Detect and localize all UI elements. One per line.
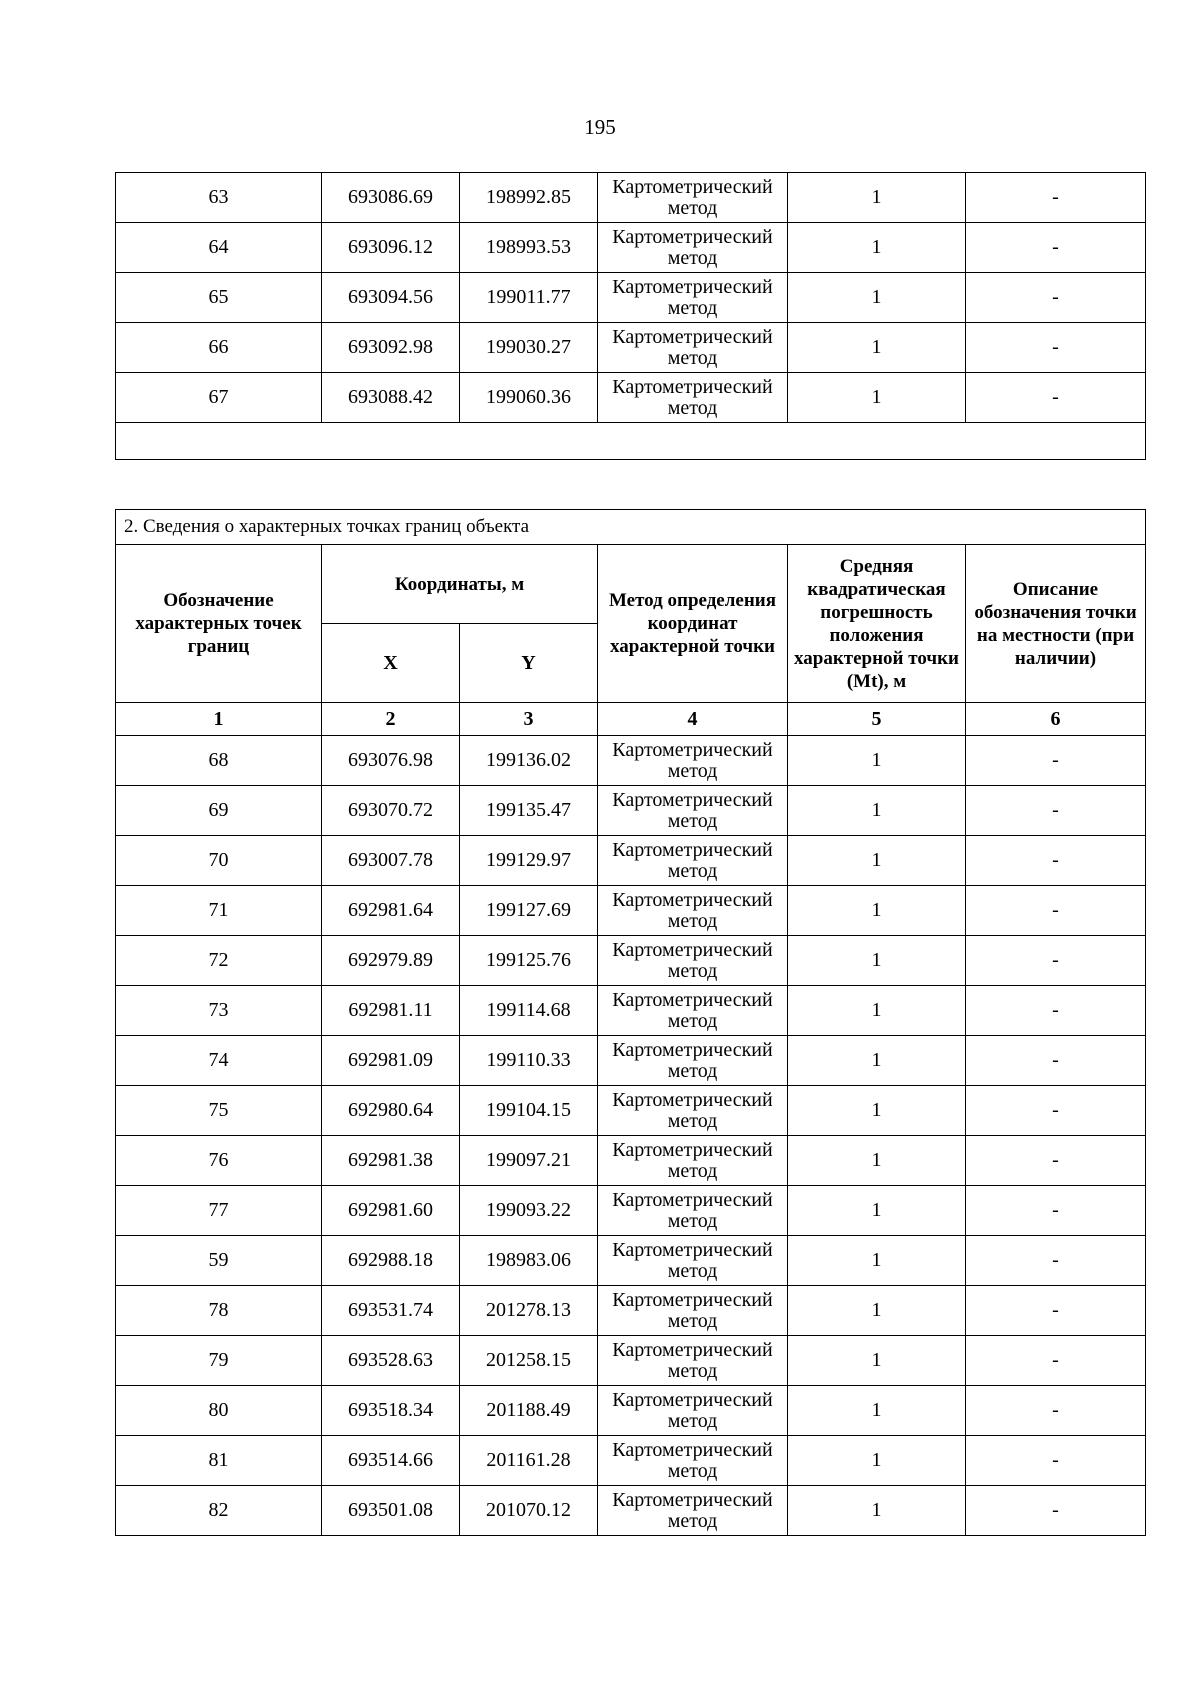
method-line-1: Картометрический	[612, 275, 773, 298]
mean-error: 1	[788, 936, 966, 986]
method-line-2: метод	[667, 759, 718, 782]
coord-y: 199129.97	[460, 836, 598, 886]
description: -	[966, 736, 1146, 786]
header-y: Y	[460, 624, 598, 703]
coord-y: 199011.77	[460, 273, 598, 323]
coord-x: 692980.64	[322, 1086, 460, 1136]
method-line-2: метод	[667, 809, 718, 832]
mean-error: 1	[788, 736, 966, 786]
column-number: 4	[598, 703, 788, 736]
coord-y: 201278.13	[460, 1286, 598, 1336]
point-number: 65	[116, 273, 322, 323]
coord-x: 692988.18	[322, 1236, 460, 1286]
point-number: 73	[116, 986, 322, 1036]
coord-x: 693518.34	[322, 1386, 460, 1436]
coord-x: 692981.60	[322, 1186, 460, 1236]
mean-error: 1	[788, 1286, 966, 1336]
coord-x: 693076.98	[322, 736, 460, 786]
method	[598, 936, 788, 986]
mean-error: 1	[788, 1436, 966, 1486]
method	[598, 273, 788, 323]
table-row	[116, 836, 1146, 886]
point-number: 72	[116, 936, 322, 986]
table-row	[116, 1436, 1146, 1486]
description: -	[966, 273, 1146, 323]
description: -	[966, 1036, 1146, 1086]
method-line-2: метод	[667, 1359, 718, 1382]
coord-y: 198992.85	[460, 173, 598, 223]
description: -	[966, 1186, 1146, 1236]
method-line-1: Картометрический	[612, 938, 773, 961]
description: -	[966, 786, 1146, 836]
coord-x: 693088.42	[322, 373, 460, 423]
point-number: 79	[116, 1336, 322, 1386]
coord-x: 692981.09	[322, 1036, 460, 1086]
table-row	[116, 1236, 1146, 1286]
point-number: 68	[116, 736, 322, 786]
coord-y: 199127.69	[460, 886, 598, 936]
points-table-continued	[115, 172, 1146, 460]
coord-y: 199135.47	[460, 786, 598, 836]
description: -	[966, 1286, 1146, 1336]
method-line-2: метод	[667, 1209, 718, 1232]
method-line-2: метод	[667, 959, 718, 982]
method-line-2: метод	[667, 859, 718, 882]
method-line-1: Картометрический	[612, 888, 773, 911]
method-line-1: Картометрический	[612, 1188, 773, 1211]
coord-y: 199030.27	[460, 323, 598, 373]
column-number: 5	[788, 703, 966, 736]
mean-error: 1	[788, 323, 966, 373]
header-point-designation: Обозначение характерных точек границ	[116, 545, 322, 703]
method-line-1: Картометрический	[612, 1238, 773, 1261]
coord-x: 693531.74	[322, 1286, 460, 1336]
page-number: 195	[584, 115, 616, 139]
table1-body	[116, 173, 1146, 423]
point-number: 81	[116, 1436, 322, 1486]
mean-error: 1	[788, 1136, 966, 1186]
description: -	[966, 1436, 1146, 1486]
mean-error: 1	[788, 373, 966, 423]
method-line-2: метод	[667, 1309, 718, 1332]
method	[598, 836, 788, 886]
table-row	[116, 223, 1146, 273]
table-row	[116, 1336, 1146, 1386]
description: -	[966, 1386, 1146, 1436]
description: -	[966, 1336, 1146, 1386]
method-line-1: Картометрический	[612, 1038, 773, 1061]
description: -	[966, 223, 1146, 273]
point-number: 75	[116, 1086, 322, 1136]
mean-error: 1	[788, 1086, 966, 1136]
method-line-1: Картометрический	[612, 988, 773, 1011]
header-description: Описание обозначения точки на местности (при наличии)	[966, 545, 1146, 703]
method-line-1: Картометрический	[612, 225, 773, 248]
method-line-2: метод	[667, 1159, 718, 1182]
method-line-2: метод	[667, 1109, 718, 1132]
method-line-1: Картометрический	[612, 1338, 773, 1361]
description: -	[966, 1236, 1146, 1286]
coord-y: 201188.49	[460, 1386, 598, 1436]
coord-x: 692981.11	[322, 986, 460, 1036]
table-row	[116, 323, 1146, 373]
coord-x: 693528.63	[322, 1336, 460, 1386]
coord-y: 199125.76	[460, 936, 598, 986]
point-number: 70	[116, 836, 322, 886]
point-number: 78	[116, 1286, 322, 1336]
method	[598, 1386, 788, 1436]
description: -	[966, 936, 1146, 986]
method	[598, 1136, 788, 1186]
mean-error: 1	[788, 986, 966, 1036]
method-line-1: Картометрический	[612, 1138, 773, 1161]
method-line-1: Картометрический	[612, 1488, 773, 1511]
point-number: 80	[116, 1386, 322, 1436]
header-method: Метод определения координат характерной точки	[598, 545, 788, 703]
description: -	[966, 886, 1146, 936]
mean-error: 1	[788, 1036, 966, 1086]
coord-x: 693007.78	[322, 836, 460, 886]
method-line-2: метод	[667, 1459, 718, 1482]
table-row	[116, 736, 1146, 786]
coord-x: 692981.64	[322, 886, 460, 936]
column-number: 3	[460, 703, 598, 736]
method	[598, 886, 788, 936]
method	[598, 986, 788, 1036]
coord-x: 693514.66	[322, 1436, 460, 1486]
coord-y: 199060.36	[460, 373, 598, 423]
point-number: 59	[116, 1236, 322, 1286]
method-line-1: Картометрический	[612, 738, 773, 761]
point-number: 74	[116, 1036, 322, 1086]
method-line-2: метод	[667, 1009, 718, 1032]
coord-x: 692981.38	[322, 1136, 460, 1186]
coord-y: 199110.33	[460, 1036, 598, 1086]
mean-error: 1	[788, 173, 966, 223]
method	[598, 223, 788, 273]
mean-error: 1	[788, 1336, 966, 1386]
table-row	[116, 273, 1146, 323]
method	[598, 1086, 788, 1136]
method-line-1: Картометрический	[612, 838, 773, 861]
description: -	[966, 1136, 1146, 1186]
point-number: 63	[116, 173, 322, 223]
method-line-1: Картометрический	[612, 325, 773, 348]
coord-y: 201161.28	[460, 1436, 598, 1486]
coord-y: 199114.68	[460, 986, 598, 1036]
table-row	[116, 1186, 1146, 1236]
table-row	[116, 986, 1146, 1036]
method	[598, 1486, 788, 1536]
description: -	[966, 1086, 1146, 1136]
table-row	[116, 1036, 1146, 1086]
method	[598, 786, 788, 836]
method-line-2: метод	[667, 1409, 718, 1432]
mean-error: 1	[788, 1486, 966, 1536]
method	[598, 1436, 788, 1486]
coord-x: 693501.08	[322, 1486, 460, 1536]
coord-y: 201258.15	[460, 1336, 598, 1386]
coord-y: 201070.12	[460, 1486, 598, 1536]
column-number: 6	[966, 703, 1146, 736]
method	[598, 173, 788, 223]
description: -	[966, 1486, 1146, 1536]
coord-x: 693086.69	[322, 173, 460, 223]
column-number: 1	[116, 703, 322, 736]
table-row	[116, 886, 1146, 936]
mean-error: 1	[788, 786, 966, 836]
coord-x: 693096.12	[322, 223, 460, 273]
method	[598, 323, 788, 373]
table-row	[116, 786, 1146, 836]
boundary-points-table	[115, 509, 1146, 1536]
table-row	[116, 1286, 1146, 1336]
method-line-1: Картометрический	[612, 375, 773, 398]
method	[598, 373, 788, 423]
table-row	[116, 1386, 1146, 1436]
coord-y: 199104.15	[460, 1086, 598, 1136]
mean-error: 1	[788, 886, 966, 936]
method	[598, 736, 788, 786]
coord-x: 693092.98	[322, 323, 460, 373]
mean-error: 1	[788, 223, 966, 273]
section-title: 2. Сведения о характерных точках границ объекта	[116, 510, 1146, 545]
method-line-1: Картометрический	[612, 1388, 773, 1411]
table-row	[116, 1486, 1146, 1536]
method-line-2: метод	[667, 1059, 718, 1082]
method-line-1: Картометрический	[612, 1438, 773, 1461]
coord-y: 199097.21	[460, 1136, 598, 1186]
empty-cell	[116, 423, 1146, 460]
method-line-2: метод	[667, 346, 718, 369]
header-mean-error: Средняя квадратическая погрешность положения характерной точки (Mt), м	[788, 545, 966, 703]
table-row	[116, 173, 1146, 223]
method-line-1: Картометрический	[612, 175, 773, 198]
mean-error: 1	[788, 836, 966, 886]
point-number: 66	[116, 323, 322, 373]
point-number: 71	[116, 886, 322, 936]
coord-y: 198983.06	[460, 1236, 598, 1286]
method-line-2: метод	[667, 196, 718, 219]
point-number: 69	[116, 786, 322, 836]
coord-x: 693094.56	[322, 273, 460, 323]
section-title-row	[116, 510, 1146, 545]
description: -	[966, 173, 1146, 223]
header-coordinates: Координаты, м	[322, 545, 598, 624]
table-row	[116, 1086, 1146, 1136]
description: -	[966, 373, 1146, 423]
method	[598, 1036, 788, 1086]
coord-y: 199136.02	[460, 736, 598, 786]
table2-body	[116, 736, 1146, 1536]
method	[598, 1236, 788, 1286]
method	[598, 1336, 788, 1386]
mean-error: 1	[788, 1236, 966, 1286]
method-line-1: Картометрический	[612, 1288, 773, 1311]
method-line-2: метод	[667, 396, 718, 419]
table-row	[116, 373, 1146, 423]
mean-error: 1	[788, 1186, 966, 1236]
mean-error: 1	[788, 1386, 966, 1436]
description: -	[966, 836, 1146, 886]
point-number: 64	[116, 223, 322, 273]
description: -	[966, 323, 1146, 373]
table-row	[116, 936, 1146, 986]
description: -	[966, 986, 1146, 1036]
coord-y: 199093.22	[460, 1186, 598, 1236]
method-line-2: метод	[667, 1509, 718, 1532]
method-line-2: метод	[667, 909, 718, 932]
point-number: 77	[116, 1186, 322, 1236]
column-numbers-row	[116, 703, 1146, 736]
method	[598, 1286, 788, 1336]
point-number: 67	[116, 373, 322, 423]
method-line-1: Картометрический	[612, 1088, 773, 1111]
coord-x: 692979.89	[322, 936, 460, 986]
method-line-2: метод	[667, 296, 718, 319]
method	[598, 1186, 788, 1236]
method-line-1: Картометрический	[612, 788, 773, 811]
point-number: 76	[116, 1136, 322, 1186]
table-row	[116, 1136, 1146, 1186]
column-number: 2	[322, 703, 460, 736]
mean-error: 1	[788, 273, 966, 323]
coord-x: 693070.72	[322, 786, 460, 836]
header-x: X	[322, 624, 460, 703]
empty-row	[116, 423, 1146, 460]
method-line-2: метод	[667, 1259, 718, 1282]
header-row-1	[116, 545, 1146, 624]
coord-y: 198993.53	[460, 223, 598, 273]
point-number: 82	[116, 1486, 322, 1536]
method-line-2: метод	[667, 246, 718, 269]
